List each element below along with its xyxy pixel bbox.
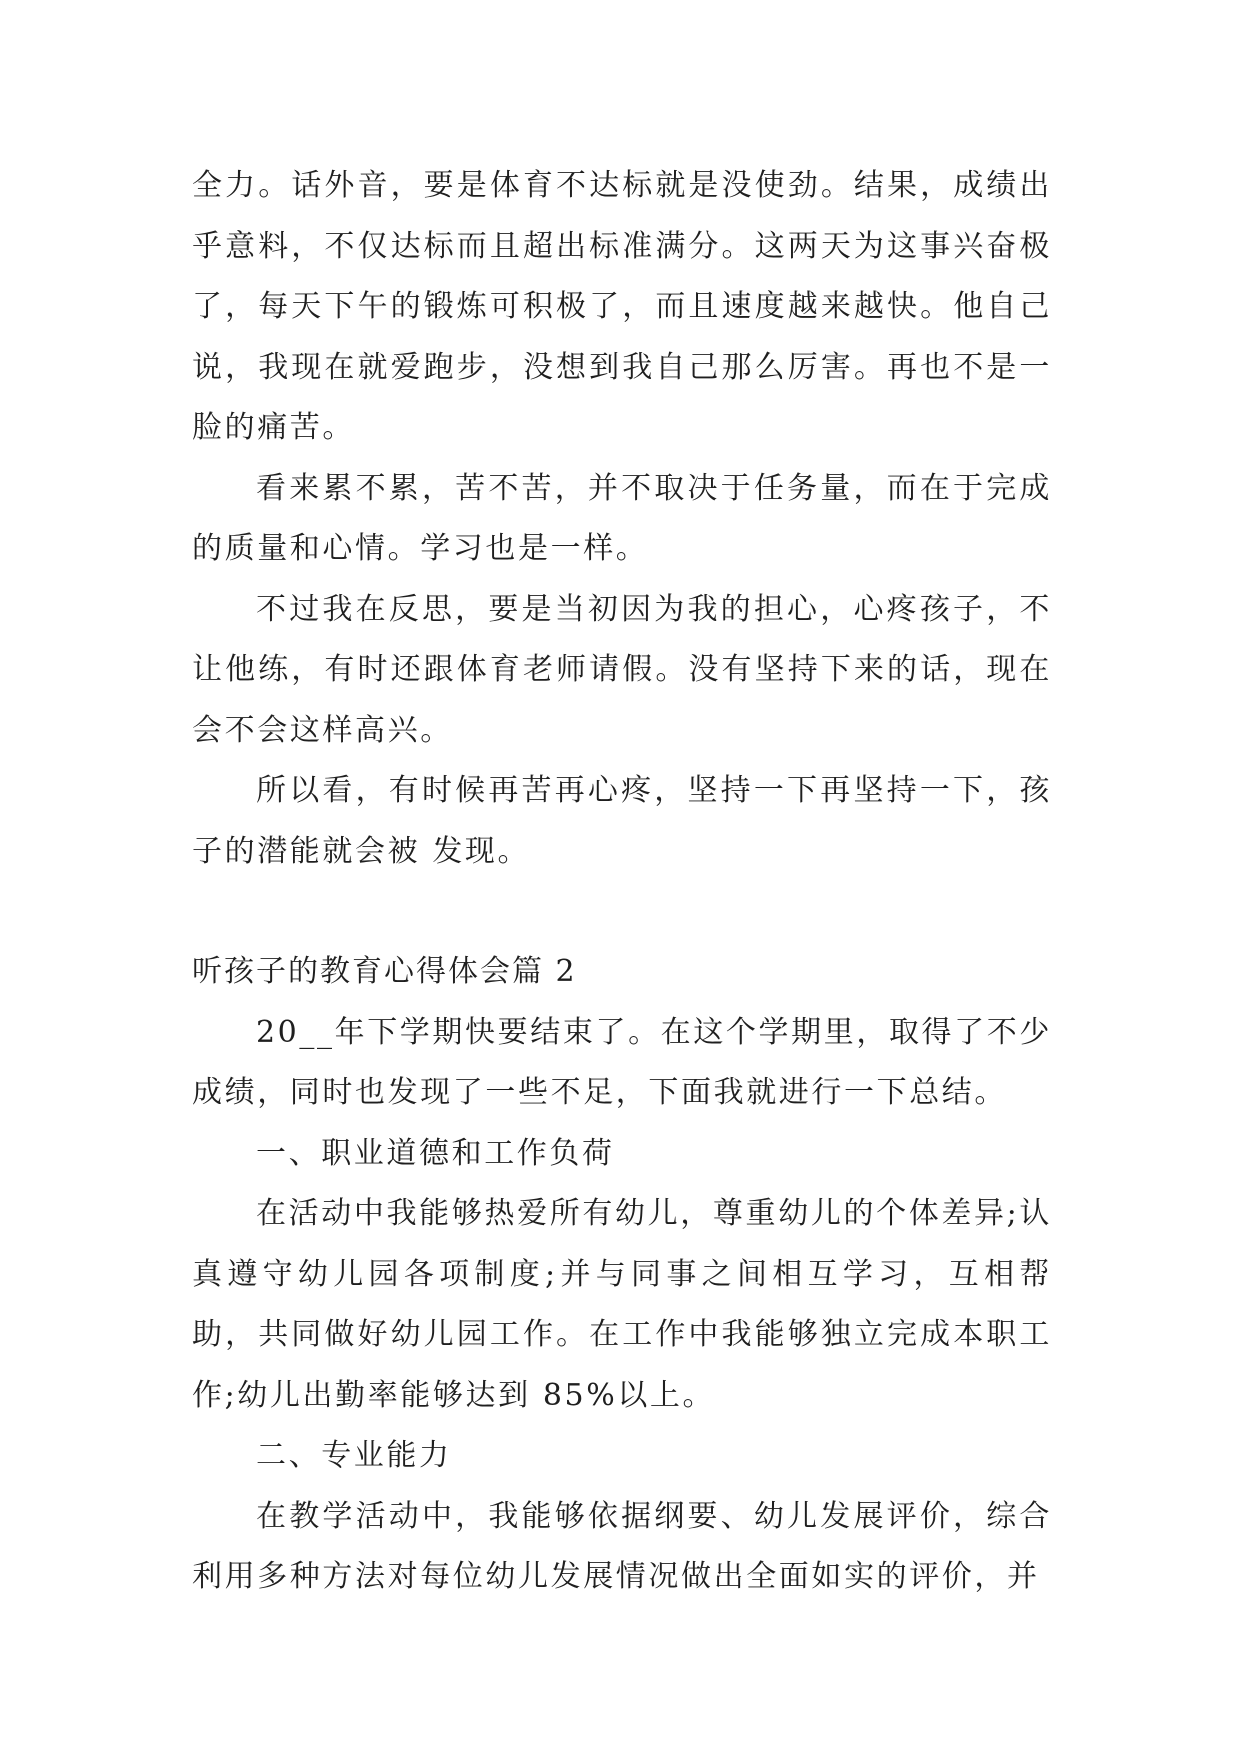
paragraph: 20__年下学期快要结束了。在这个学期里，取得了不少成绩，同时也发现了一些不足，下面我就进行一下总结。 — [192, 1014, 1052, 1110]
paragraph: 不过我在反思，要是当初因为我的担心，心疼孩子，不让他练，有时还跟体育老师请假。没有坚持下来的话，现在会不会这样高兴。 — [192, 591, 1052, 748]
section-title: 听孩子的教育心得体会篇 2 — [192, 954, 577, 989]
paragraph: 在活动中我能够热爱所有幼儿，尊重幼儿的个体差异;认真遵守幼儿园各项制度;并与同事之间相互学习，互相帮助，共同做好幼儿园工作。在工作中我能够独立完成本职工作;幼儿出勤率能够达到 85%以上。 — [192, 1196, 1052, 1413]
subheading: 二、专业能力 — [256, 1438, 452, 1473]
section-spacer — [192, 882, 1052, 942]
subheading: 一、职业道德和工作负荷 — [256, 1135, 615, 1171]
paragraph: 所以看，有时候再苦再心疼，坚持一下再坚持一下，孩子的潜能就会被 发现。 — [192, 773, 1052, 869]
document-body — [192, 156, 1052, 1608]
paragraph: 看来累不累，苦不苦，并不取决于任务量，而在于完成的质量和心情。学习也是一样。 — [192, 470, 1052, 566]
continued-paragraph: 全力。话外音，要是体育不达标就是没使劲。结果，成绩出乎意料，不仅达标而且超出标准满分。这两天为这事兴奋极了，每天下午的锻炼可积极了，而且速度越来越快。他自己说，我现在就爱跑步，没想到我自己那么厉害。再也不是一脸的痛苦。 — [192, 168, 1052, 445]
paragraph: 在教学活动中，我能够依据纲要、幼儿发展评价，综合利用多种方法对每位幼儿发展情况做出全面如实的评价，并 — [192, 1498, 1052, 1594]
